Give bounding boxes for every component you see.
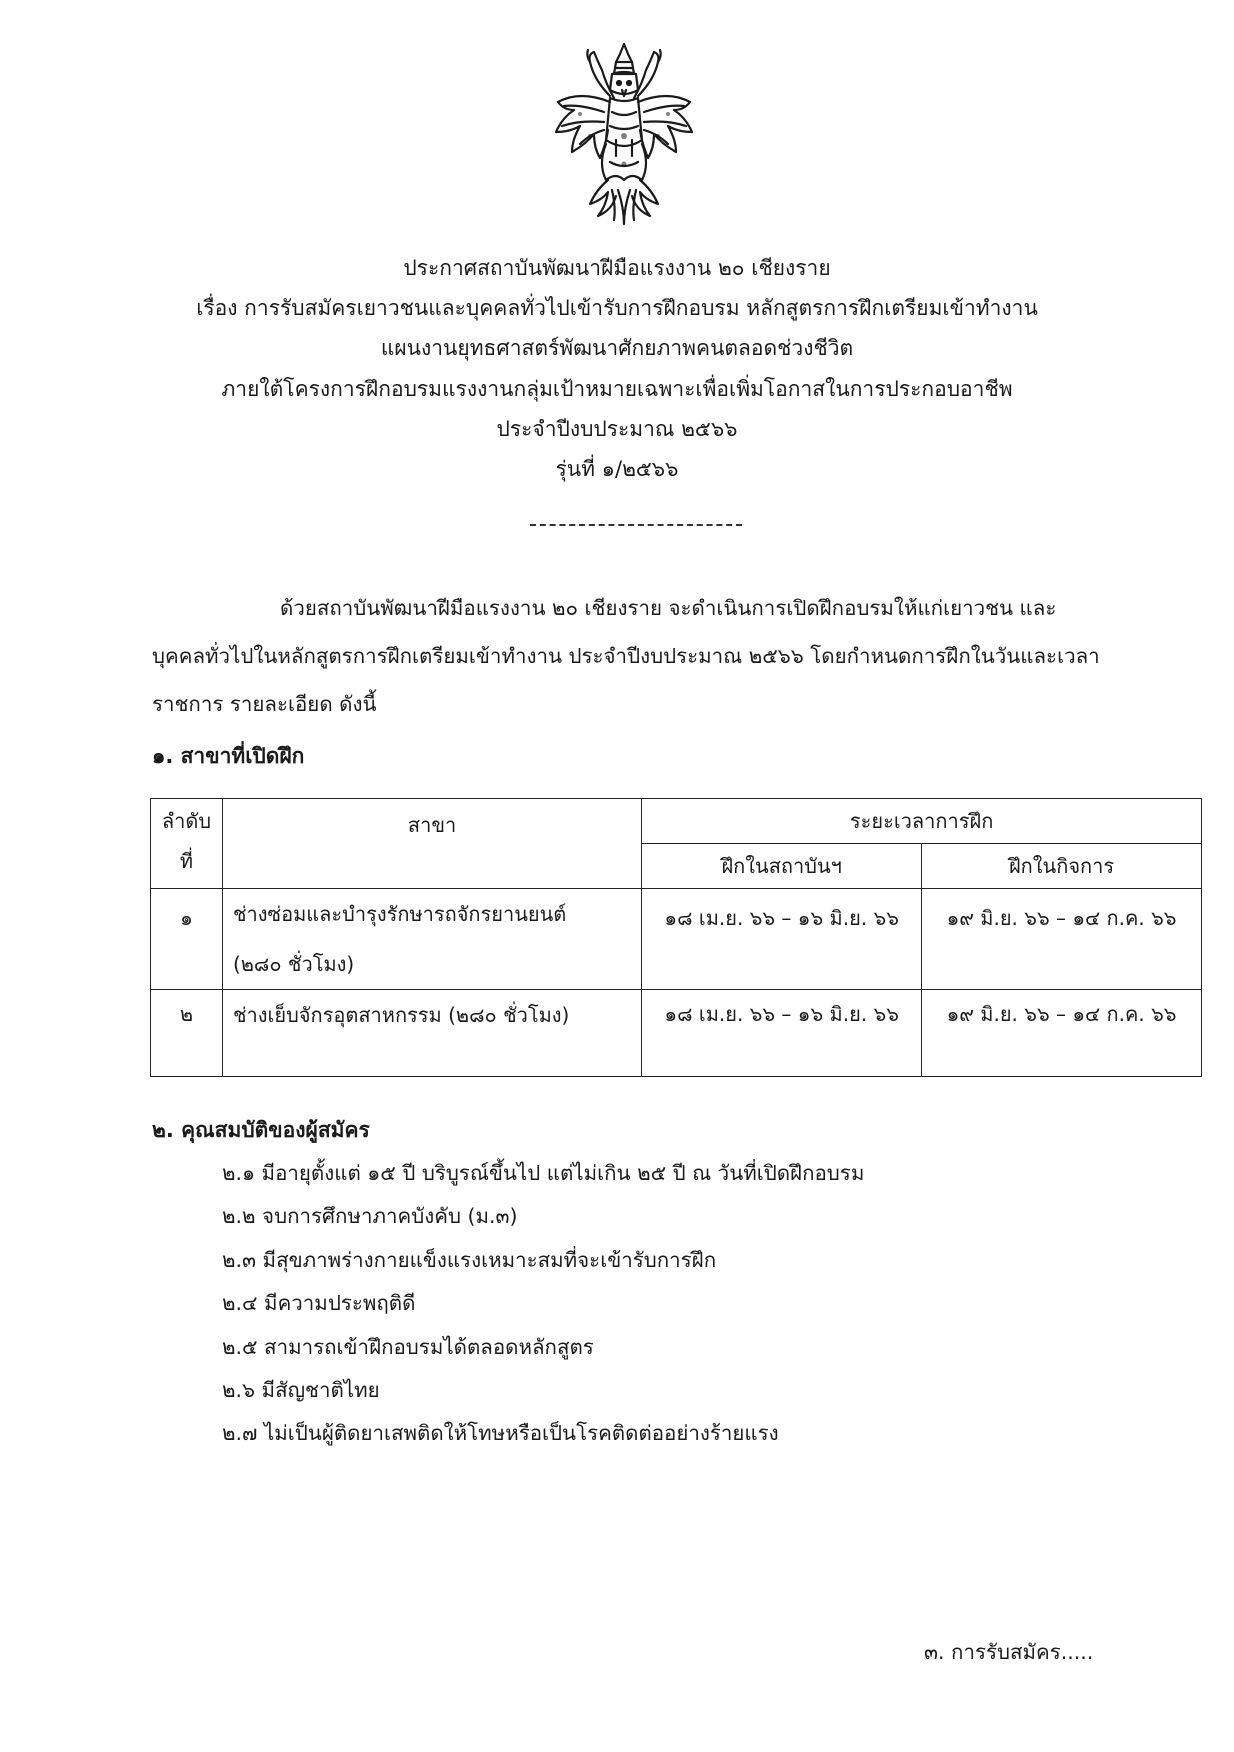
table-header-row bbox=[151, 799, 1202, 844]
intro-line-3: ราชการ รายละเอียด ดังนี้ bbox=[152, 692, 377, 716]
fiscal-year-line: ประจำปีงบประมาณ ๒๕๖๖ bbox=[496, 416, 738, 441]
list-item: ๒.๔ มีความประพฤติดี bbox=[222, 1291, 416, 1316]
col-no-label-1: ลำดับ bbox=[161, 809, 212, 833]
list-item: ๒.๕ สามารถเข้าฝึกอบรมได้ตลอดหลักสูตร bbox=[222, 1334, 594, 1359]
announcement-title: ประกาศสถาบันพัฒนาฝีมือแรงงาน ๒๐ เชียงราย bbox=[403, 256, 831, 280]
intro-line-1: ด้วยสถาบันพัฒนาฝีมือแรงงาน ๒๐ เชียงราย จะดำเนินการเปิดฝึกอบรมให้แก่เยาวชน และ bbox=[280, 596, 1057, 620]
row-institute-period: ๑๘ เม.ย. ๖๖ – ๑๖ มิ.ย. ๖๖ bbox=[642, 889, 922, 990]
announcement-subject: เรื่อง การรับสมัครเยาวชนและบุคคลทั่วไปเข้ารับการฝึกอบรม หลักสูตรการฝึกเตรียมเข้าทำงาน bbox=[196, 296, 1038, 321]
list-item: ๒.๑ มีอายุตั้งแต่ ๑๕ ปี บริบูรณ์ขึ้นไป แต่ไม่เกิน ๒๕ ปี ณ วันที่เปิดฝึกอบรม bbox=[222, 1161, 865, 1185]
list-item: ๒.๗ ไม่เป็นผู้ติดยาเสพติดให้โทษหรือเป็นโรคติดต่ออย่างร้ายแรง bbox=[222, 1421, 779, 1446]
intro-line-2: บุคคลทั่วไปในหลักสูตรการฝึกเตรียมเข้าทำงาน ประจำปีงบประมาณ ๒๕๖๖ โดยกำหนดการฝึกในวันและเวลา bbox=[152, 644, 1100, 668]
row-number: ๒ bbox=[151, 990, 223, 1077]
branch-name-line-2: (๒๘๐ ชั่วโมง) bbox=[232, 952, 355, 976]
intro-paragraph bbox=[152, 584, 1120, 728]
header-separator bbox=[530, 524, 742, 526]
row-institute-period: ๑๘ เม.ย. ๖๖ – ๑๖ มิ.ย. ๖๖ bbox=[642, 990, 922, 1077]
row-branch bbox=[222, 990, 641, 1077]
project-line: ภายใต้โครงการฝึกอบรมแรงงานกลุ่มเป้าหมายเฉพาะเพื่อเพิ่มโอกาสในการประกอบอาชีพ bbox=[221, 376, 1013, 401]
row-branch bbox=[222, 889, 641, 990]
section-2-heading: ๒. คุณสมบัติของผู้สมัคร bbox=[152, 1118, 370, 1142]
strategy-plan-line: แผนงานยุทธศาสตร์พัฒนาศักยภาพคนตลอดช่วงชีวิต bbox=[380, 336, 854, 361]
col-no-label-2: ที่ bbox=[179, 849, 194, 873]
row-firm-period: ๑๙ มิ.ย. ๖๖ – ๑๔ ก.ค. ๖๖ bbox=[922, 990, 1202, 1077]
list-item: ๒.๓ มีสุขภาพร่างกายแข็งแรงเหมาะสมที่จะเข้ารับการฝึก bbox=[222, 1247, 717, 1272]
col-firm-header: ฝึกในกิจการ bbox=[922, 844, 1202, 889]
qualification-list bbox=[222, 1152, 864, 1456]
col-branch-header: สาขา bbox=[222, 799, 641, 889]
announcement-header bbox=[0, 248, 1234, 489]
table-row bbox=[151, 990, 1202, 1077]
list-item: ๒.๖ มีสัญชาติไทย bbox=[222, 1377, 380, 1402]
course-table bbox=[150, 798, 1202, 1077]
branch-name-line-1: ช่างเย็บจักรอุตสาหกรรม (๒๘๐ ชั่วโมง) bbox=[232, 1003, 570, 1027]
col-period-header: ระยะเวลาการฝึก bbox=[642, 799, 1202, 844]
continued-marker: ๓. การรับสมัคร..... bbox=[924, 1640, 1094, 1664]
batch-line: รุ่นที่ ๑/๒๕๖๖ bbox=[555, 457, 679, 482]
list-item: ๒.๒ จบการศึกษาภาคบังคับ (ม.๓) bbox=[222, 1204, 518, 1229]
section-1-heading: ๑. สาขาที่เปิดฝึก bbox=[152, 744, 305, 768]
col-no-header bbox=[151, 799, 223, 889]
branch-name-line-1: ช่างซ่อมและบำรุงรักษารถจักรยานยนต์ bbox=[232, 902, 567, 926]
col-institute-header: ฝึกในสถาบันฯ bbox=[642, 844, 922, 889]
row-firm-period: ๑๙ มิ.ย. ๖๖ – ๑๔ ก.ค. ๖๖ bbox=[922, 889, 1202, 990]
table-row bbox=[151, 889, 1202, 990]
garuda-emblem-icon bbox=[550, 40, 698, 226]
row-number: ๑ bbox=[151, 889, 223, 990]
